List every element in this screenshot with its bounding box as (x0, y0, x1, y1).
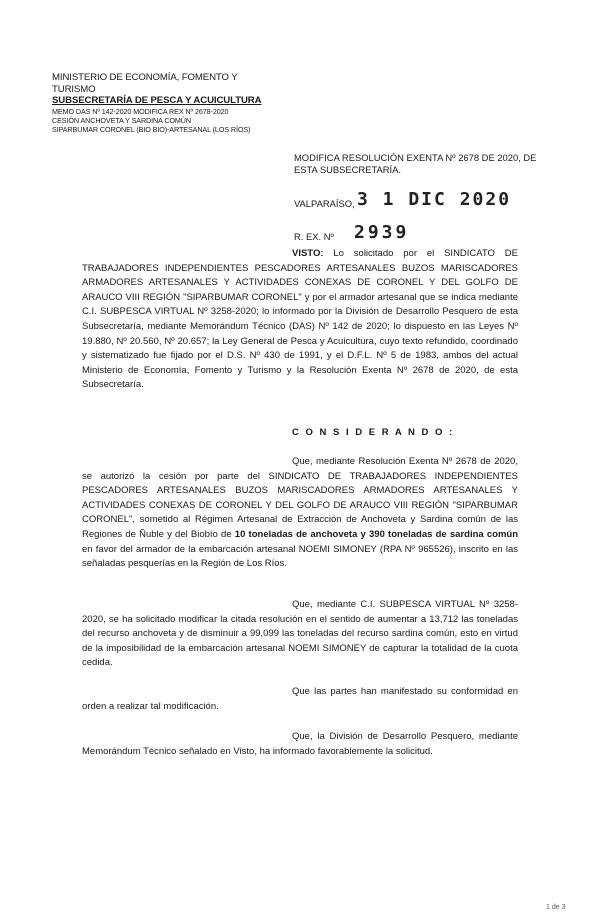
rex-label: R. EX. Nº (294, 231, 334, 242)
considerando-paragraph-4 (82, 730, 518, 759)
resolution-subject (294, 152, 554, 176)
considerando-paragraph-2 (82, 598, 518, 671)
subject-line-1: MODIFICA RESOLUCIÓN EXENTA Nº 2678 DE 2020, DE (294, 152, 537, 163)
considerando-paragraph-1 (82, 455, 518, 572)
subject-line-2: ESTA SUBSECRETARÍA. (294, 164, 401, 175)
paragraph-1-part-c: en favor del armador de la embarcación artesanal NOEMI SIMONEY (RPA Nº 965526), inscrito en las señaladas pesquerías en la Región de Los Ríos. (82, 543, 518, 570)
visto-label: VISTO: (292, 248, 324, 259)
memo-reference: MEMO DAS Nº 142-2020 MODIFICA REX Nº 2678-2020 (52, 106, 229, 116)
visto-section (82, 247, 518, 393)
visto-text: Lo solicitado por el SINDICATO DE TRABAJADORES INDEPENDIENTES PESCADORES ARTESANALES BUZOS MARISCADORES ARMADORES ARTESANALES Y ACTIVIDADES CONEXAS DE CORONEL Y DEL GOLFO DE ARAUCO VIII REGIÓN "SIPARBUMAR CORONEL" y por el armador artesanal que se indica mediante C.I. SUBPESCA VIRTUAL Nº 3258-2020; lo informado por la División de Desarrollo Pesquero de esta Subsecretaría, mediante Memorándum Técnico (DAS) Nº 142 de 2020; lo dispuesto en las Leyes Nº 19.880, Nº 20.560, Nº 20.657; la Ley General de Pesca y Acuicultura, cuyo texto refundido, coordinado y sistematizado fue fijado por el D.S. Nº 430 de 1991, y el D.F.L. Nº 5 de 1983, ambos del actual Ministerio de Economía, Fomento y Turismo y la Resolución Exenta Nº 2678 de 2020, de esta Subsecretaría. (82, 248, 518, 391)
ministry-name: MINISTERIO DE ECONOMÍA, FOMENTO Y TURISMO (52, 72, 238, 95)
page-corner-mark: 1 de 3 (546, 904, 566, 911)
date-place: VALPARAÍSO, (294, 198, 355, 209)
rex-number: 2939 (354, 222, 410, 243)
paragraph-1-part-a: Que, mediante Resolución Exenta Nº 2678 de 2020, se autorizó la cesión por parte del SINDICATO DE TRABAJADORES INDEPENDIENTES PESCADORES ARTESANALES BUZOS MARISCADORES ARMADORES ARTESANALES Y ACTIVIDADES CONEXAS DE CORONEL Y DEL GOLFO DE ARAUCO VIII REGIÓN "SIPARBUMAR CORONEL", sometido al Régimen Artesanal de Extracción de Anchoveta y Sardina común de las Regiones de Ñuble y del Biobío de (82, 456, 518, 540)
document-header (52, 72, 282, 134)
paragraph-1-highlight: 10 toneladas de anchoveta y 390 toneladas de sardina común (234, 528, 518, 540)
paragraph-3-text: Que las partes han manifestado su conformidad en orden a realizar tal modificación. (82, 686, 518, 712)
paragraph-4-text: Que, la División de Desarrollo Pesquero, mediante Memorándum Técnico señalado en Visto, ha informado favorablemente la solicitud. (82, 731, 518, 757)
header-line-3: SIPARBUMAR CORONEL (BIO BIO)-ARTESANAL (LOS RÍOS) (52, 124, 251, 134)
date-stamp: 3 1 DIC 2020 (357, 189, 512, 210)
considerando-paragraph-3 (82, 685, 518, 714)
header-line-2: CESIÓN ANCHOVETA Y SARDINA COMÚN (52, 115, 191, 125)
considerando-label: C O N S I D E R A N D O : (292, 427, 455, 438)
paragraph-2-text: Que, mediante C.I. SUBPESCA VIRTUAL Nº 3258-2020, se ha solicitado modificar la citada resolución en el sentido de aumentar a 13,712 las toneladas del recurso anchoveta y de disminuir a 99,099 las toneladas del recurso sardina común, esto en virtud de la imposibilidad de la embarcación artesanal NOEMI SIMONEY de capturar la totalidad de la cuota cedida. (82, 599, 518, 669)
subsecretaria-name: SUBSECRETARÍA DE PESCA Y ACUICULTURA (52, 95, 262, 106)
